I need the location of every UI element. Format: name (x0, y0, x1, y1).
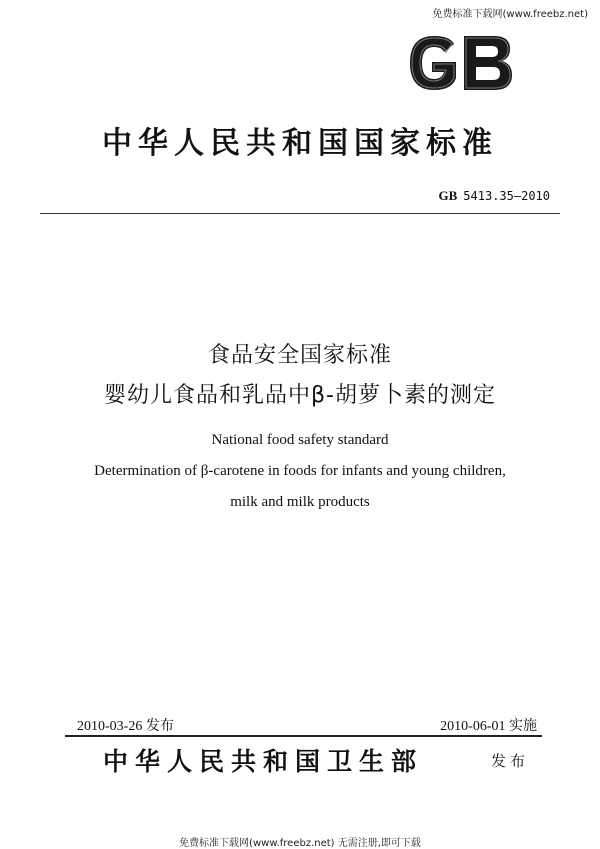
issue-label: 发布 (491, 752, 530, 770)
chinese-title-line-2: 婴幼儿食品和乳品中β-胡萝卜素的测定 (104, 383, 496, 408)
implementation-date: 2010-06-01 实施 (440, 719, 537, 734)
standard-code: 5413.35—2010 (463, 189, 550, 203)
english-title-line-1: National food safety standard (211, 432, 389, 448)
gb-logo (402, 32, 518, 94)
top-watermark: 免费标准下载网(www.freebz.net) (432, 9, 588, 20)
gb-logo-icon (402, 32, 518, 94)
chinese-title-line-1: 食品安全国家标准 (207, 343, 392, 368)
issue-date: 2010-03-26 发布 (77, 719, 174, 734)
header-divider (40, 213, 560, 214)
standard-prefix: GB (438, 188, 458, 203)
issuing-authority: 中华人民共和国卫生部 (103, 747, 424, 776)
english-title-line-3: milk and milk products (230, 494, 370, 510)
english-title-line-2: Determination of β-carotene in foods for infants and young children, (94, 463, 506, 479)
standard-number (439, 188, 551, 204)
bottom-watermark: 免费标准下载网(www.freebz.net) 无需注册,即可下载 (179, 838, 421, 849)
footer-divider (65, 735, 542, 737)
national-standard-title: 中华人民共和国国家标准 (102, 126, 498, 161)
